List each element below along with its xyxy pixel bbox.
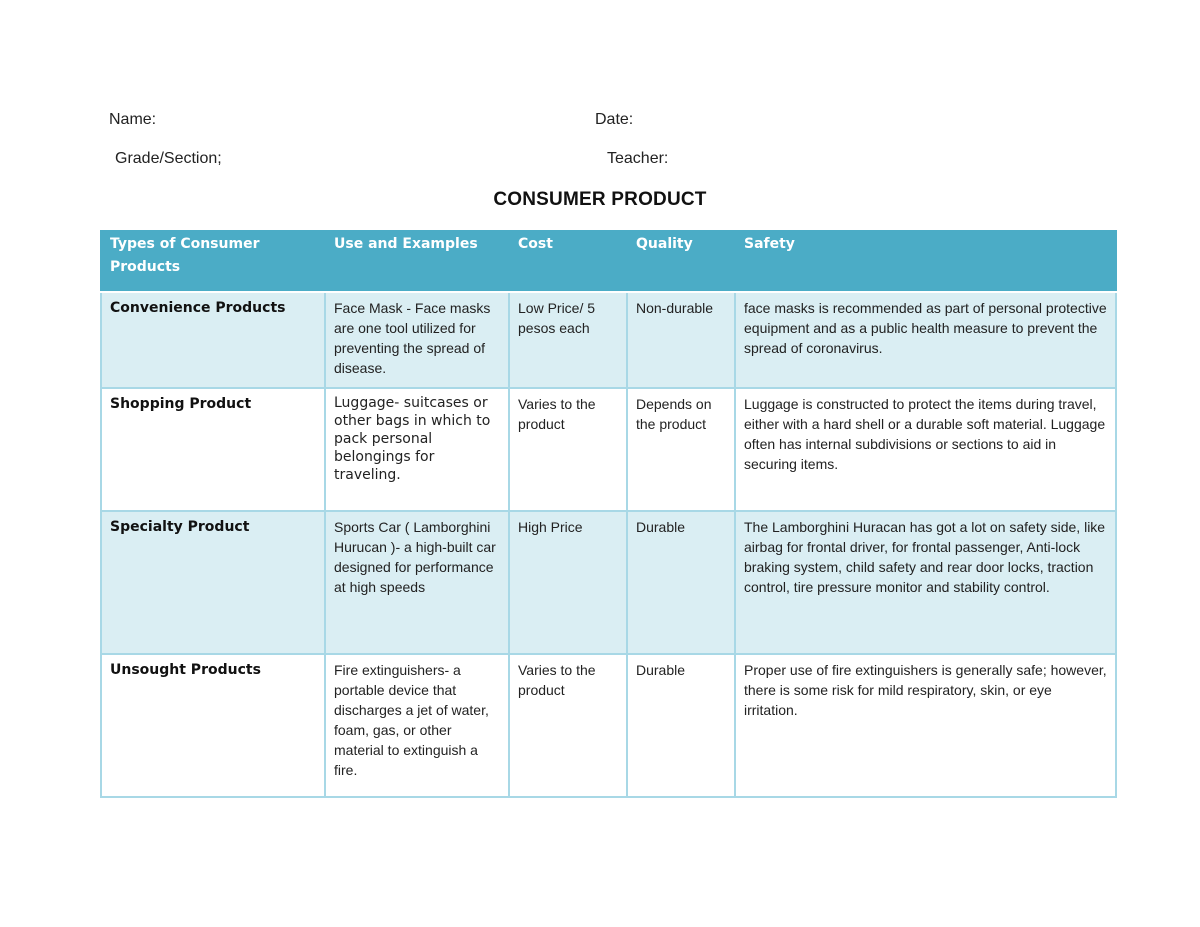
date-label: Date: (595, 111, 634, 128)
cell-use: Fire extinguishers- a portable device that discharges a jet of water, foam, gas, or other material to extinguish a fire. (325, 654, 509, 797)
table-row (101, 388, 1116, 511)
table-row (101, 654, 1116, 797)
cell-safety: face masks is recommended as part of personal protective equipment and as a public health measure to prevent the spread of coronavirus. (735, 292, 1116, 388)
cell-safety: Proper use of fire extinguishers is generally safe; however, there is some risk for mild respiratory, skin, or eye irritation. (735, 654, 1116, 797)
column-header-quality: Quality (627, 231, 735, 292)
cell-cost: Low Price/ 5 pesos each (509, 292, 627, 388)
cell-cost: High Price (509, 511, 627, 654)
column-header-cost: Cost (509, 231, 627, 292)
cell-type: Specialty Product (101, 511, 325, 654)
cell-safety: Luggage is constructed to protect the items during travel, either with a hard shell or a durable soft material. Luggage often has internal subdivisions or sections to aid in securing items. (735, 388, 1116, 511)
grade-section-label: Grade/Section; (115, 150, 222, 167)
cell-safety: The Lamborghini Huracan has got a lot on safety side, like airbag for frontal driver, for frontal passenger, Anti-lock braking system, child safety and rear door locks, traction control, tire pressure monitor and stability control. (735, 511, 1116, 654)
cell-use: Face Mask - Face masks are one tool utilized for preventing the spread of disease. (325, 292, 509, 388)
cell-type: Shopping Product (101, 388, 325, 511)
page-title: CONSUMER PRODUCT (493, 189, 707, 210)
consumer-product-table (100, 230, 1117, 798)
cell-quality: Non-durable (627, 292, 735, 388)
cell-use: Sports Car ( Lamborghini Hurucan )- a high-built car designed for performance at high speeds (325, 511, 509, 654)
cell-quality: Durable (627, 511, 735, 654)
cell-quality: Durable (627, 654, 735, 797)
column-header-safety: Safety (735, 231, 1116, 292)
teacher-label: Teacher: (607, 150, 669, 167)
cell-use: Luggage- suitcases or other bags in which to pack personal belongings for traveling. (325, 388, 509, 511)
cell-cost: Varies to the product (509, 654, 627, 797)
table-row (101, 292, 1116, 388)
table-header-row (101, 231, 1116, 292)
table-row (101, 511, 1116, 654)
cell-type: Unsought Products (101, 654, 325, 797)
name-label: Name: (109, 111, 157, 128)
cell-type: Convenience Products (101, 292, 325, 388)
column-header-use: Use and Examples (325, 231, 509, 292)
column-header-type: Types of Consumer Products (101, 231, 325, 292)
cell-quality: Depends on the product (627, 388, 735, 511)
cell-cost: Varies to the product (509, 388, 627, 511)
